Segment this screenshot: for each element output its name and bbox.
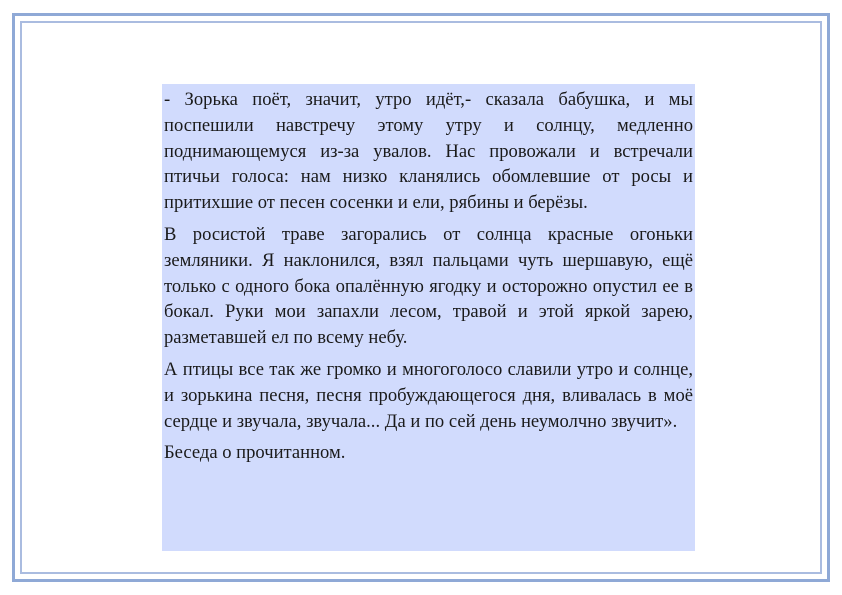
paragraph-1: - Зорька поёт, значит, утро идёт,- сказала бабушка, и мы поспешили навстречу этому утру и солнцу, медленно поднимающемуся из-за увалов. Нас провожали и встречали птичьи голоса: нам низко кланялись обомлевшие от росы и притихшие от песен сосенки и ели, рябины и берёзы.	[164, 89, 693, 214]
text-box	[162, 84, 695, 551]
paragraph-3: А птицы все так же громко и многоголосо славили утро и солнце, и зорькина песня, песня пробуждающегося дня, вливалась в моё сердце и звучала, звучала... Да и по сей день неумолчно звучит».	[164, 358, 693, 432]
paragraph-4: Беседа о прочитанном.	[164, 442, 346, 464]
paragraph-2: В росистой траве загорались от солнца красные огоньки земляники. Я наклонился, взял пальцами чуть шершавую, ещё только с одного бока опалённую ягодку и осторожно опустил ее в бокал. Руки мои запахли лесом, травой и этой яркой зарею, разметавшей ел по всему небу.	[164, 223, 693, 349]
